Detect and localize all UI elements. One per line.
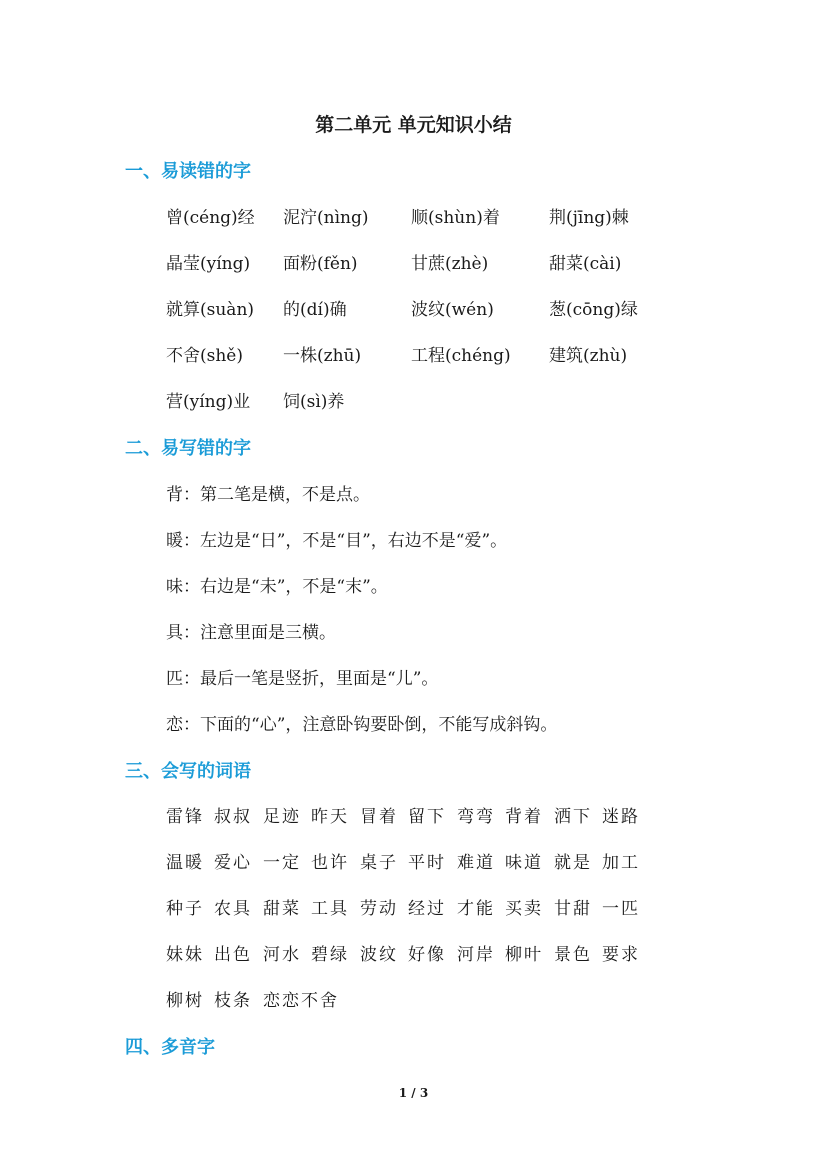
word-item: 恋恋不舍 <box>263 991 339 1011</box>
word-item: 碧绿 <box>311 945 349 965</box>
misread-item: 曾(céng)经 <box>166 208 255 228</box>
word-item: 温暖 <box>166 853 204 873</box>
misread-item: 泥泞(nìng) <box>283 208 369 228</box>
word-item: 爱心 <box>214 853 252 873</box>
word-item: 平时 <box>408 853 446 873</box>
word-item: 就是 <box>554 853 592 873</box>
misread-item: 的(dí)确 <box>283 300 347 320</box>
misread-item: 营(yíng)业 <box>166 392 251 412</box>
misread-item: 甘蔗(zhè) <box>411 254 489 274</box>
word-item: 一定 <box>263 853 301 873</box>
misread-item: 工程(chéng) <box>411 346 511 366</box>
word-item: 甘甜 <box>554 899 592 919</box>
word-item: 雷锋 <box>166 807 204 827</box>
word-item: 河水 <box>263 945 301 965</box>
misread-item: 甜菜(cài) <box>549 254 622 274</box>
miswrite-note: 味：右边是“未”，不是“末”。 <box>166 577 388 597</box>
word-item: 妹妹 <box>166 945 204 965</box>
misread-item: 波纹(wén) <box>411 300 494 320</box>
miswrite-note: 背：第二笔是横，不是点。 <box>166 485 370 505</box>
misread-item: 葱(cōng)绿 <box>549 300 638 320</box>
word-item: 叔叔 <box>214 807 252 827</box>
word-item: 景色 <box>554 945 592 965</box>
word-item: 种子 <box>166 899 204 919</box>
word-item: 甜菜 <box>263 899 301 919</box>
misread-item: 晶莹(yíng) <box>166 254 251 274</box>
word-item: 加工 <box>602 853 640 873</box>
word-item: 柳树 <box>166 991 204 1011</box>
section-heading-polyphones: 四、多音字 <box>125 1037 215 1058</box>
page-number: 1 / 3 <box>398 1086 429 1100</box>
section-heading-miswrite: 二、易写错的字 <box>125 438 251 459</box>
misread-item: 就算(suàn) <box>166 300 255 320</box>
section-heading-words: 三、会写的词语 <box>125 761 251 782</box>
word-item: 难道 <box>457 853 495 873</box>
word-item: 洒下 <box>554 807 592 827</box>
word-item: 足迹 <box>263 807 301 827</box>
word-item: 农具 <box>214 899 252 919</box>
section-heading-misread: 一、易读错的字 <box>125 161 251 182</box>
miswrite-note: 恋：下面的“心”，注意卧钩要卧倒，不能写成斜钩。 <box>166 715 558 735</box>
word-item: 工具 <box>311 899 349 919</box>
page-title: 第二单元 单元知识小结 <box>315 114 512 136</box>
word-item: 柳叶 <box>505 945 543 965</box>
word-item: 冒着 <box>360 807 398 827</box>
word-item: 要求 <box>602 945 640 965</box>
word-item: 河岸 <box>457 945 495 965</box>
word-item: 买卖 <box>505 899 543 919</box>
word-item: 味道 <box>505 853 543 873</box>
misread-item: 顺(shùn)着 <box>411 208 500 228</box>
word-item: 背着 <box>505 807 543 827</box>
word-item: 劳动 <box>360 899 398 919</box>
word-item: 留下 <box>408 807 446 827</box>
misread-item: 荆(jīng)棘 <box>549 208 629 228</box>
word-item: 出色 <box>214 945 252 965</box>
word-item: 经过 <box>408 899 446 919</box>
misread-item: 建筑(zhù) <box>549 346 628 366</box>
misread-item: 一株(zhū) <box>283 346 362 366</box>
word-item: 昨天 <box>311 807 349 827</box>
word-item: 迷路 <box>602 807 640 827</box>
word-item: 才能 <box>457 899 495 919</box>
word-item: 桌子 <box>360 853 398 873</box>
misread-item: 不舍(shě) <box>166 346 243 366</box>
misread-item: 面粉(fěn) <box>283 254 358 274</box>
word-item: 也许 <box>311 853 349 873</box>
miswrite-note: 具：注意里面是三横。 <box>166 623 336 643</box>
word-item: 好像 <box>408 945 446 965</box>
word-item: 一匹 <box>602 899 640 919</box>
miswrite-note: 暖：左边是“日”，不是“目”，右边不是“爱”。 <box>166 531 508 551</box>
miswrite-note: 匹：最后一笔是竖折，里面是“儿”。 <box>166 669 439 689</box>
word-item: 弯弯 <box>457 807 495 827</box>
word-item: 波纹 <box>360 945 398 965</box>
word-item: 枝条 <box>214 991 252 1011</box>
misread-item: 饲(sì)养 <box>283 392 345 412</box>
